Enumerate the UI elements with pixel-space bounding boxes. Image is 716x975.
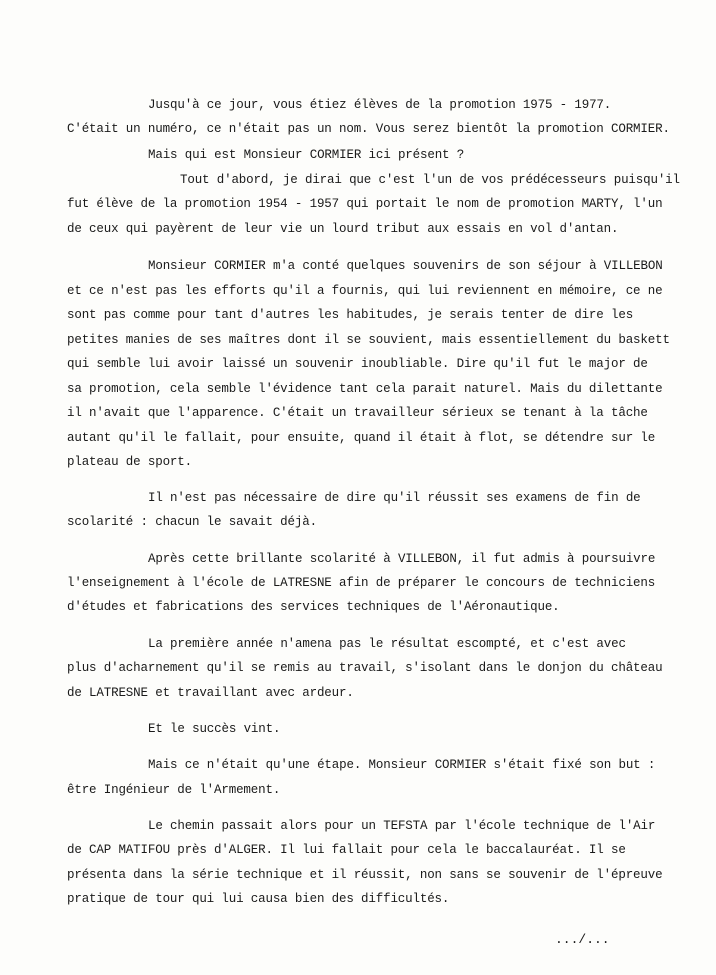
text-line: l'enseignement à l'école de LATRESNE afin de préparer le concours de techniciens — [67, 576, 656, 590]
text-line: sa promotion, cela semble l'évidence tant cela parait naturel. Mais du dilettante — [67, 382, 663, 396]
text-line: il n'avait que l'apparence. C'était un travailleur sérieux se tenant à la tâche — [67, 406, 648, 420]
text-line: Monsieur CORMIER m'a conté quelques souvenirs de son séjour à VILLEBON — [148, 259, 663, 273]
text-line: Il n'est pas nécessaire de dire qu'il réussit ses examens de fin de — [148, 491, 641, 505]
text-line: Jusqu'à ce jour, vous étiez élèves de la promotion 1975 - 1977. — [148, 98, 612, 112]
text-line: de LATRESNE et travaillant avec ardeur. — [67, 686, 354, 700]
text-line: qui semble lui avoir laissé un souvenir inoubliable. Dire qu'il fut le major de — [67, 357, 648, 371]
text-line: petites manies de ses maîtres dont il se souvient, mais essentiellement du baskett — [67, 333, 670, 347]
text-line: Mais qui est Monsieur CORMIER ici présent ? — [148, 148, 465, 162]
text-line: pratique de tour qui lui causa bien des difficultés. — [67, 892, 450, 906]
text-line: de CAP MATIFOU près d'ALGER. Il lui fallait pour cela le baccalauréat. Il se — [67, 843, 626, 857]
text-line: Et le succès vint. — [148, 722, 281, 736]
text-line: Après cette brillante scolarité à VILLEBON, il fut admis à poursuivre — [148, 552, 656, 566]
text-line: de ceux qui payèrent de leur vie un lourd tribut aux essais en vol d'antan. — [67, 222, 619, 236]
text-line: fut élève de la promotion 1954 - 1957 qui portait le nom de promotion MARTY, l'un — [67, 197, 663, 211]
continuation-marker: .../... — [555, 932, 610, 947]
text-line: Tout d'abord, je dirai que c'est l'un de vos prédécesseurs puisqu'il — [180, 173, 680, 187]
text-line: Le chemin passait alors pour un TEFSTA par l'école technique de l'Air — [148, 819, 656, 833]
text-line: présenta dans la série technique et il réussit, non sans se souvenir de l'épreuve — [67, 868, 663, 882]
text-line: autant qu'il le fallait, pour ensuite, quand il était à flot, se détendre sur le — [67, 431, 656, 445]
text-line: plateau de sport. — [67, 455, 192, 469]
text-line: et ce n'est pas les efforts qu'il a fournis, qui lui reviennent en mémoire, ce ne — [67, 284, 663, 298]
text-line: La première année n'amena pas le résultat escompté, et c'est avec — [148, 637, 626, 651]
text-line: sont pas comme pour tant d'autres les habitudes, je serais tenter de dire les — [67, 308, 634, 322]
text-line: C'était un numéro, ce n'était pas un nom. Vous serez bientôt la promotion CORMIER. — [67, 122, 670, 136]
text-line: être Ingénieur de l'Armement. — [67, 783, 281, 797]
text-line: plus d'acharnement qu'il se remis au travail, s'isolant dans le donjon du château — [67, 661, 663, 675]
text-line: Mais ce n'était qu'une étape. Monsieur CORMIER s'était fixé son but : — [148, 758, 656, 772]
text-line: d'études et fabrications des services techniques de l'Aéronautique. — [67, 600, 560, 614]
text-line: scolarité : chacun le savait déjà. — [67, 515, 317, 529]
